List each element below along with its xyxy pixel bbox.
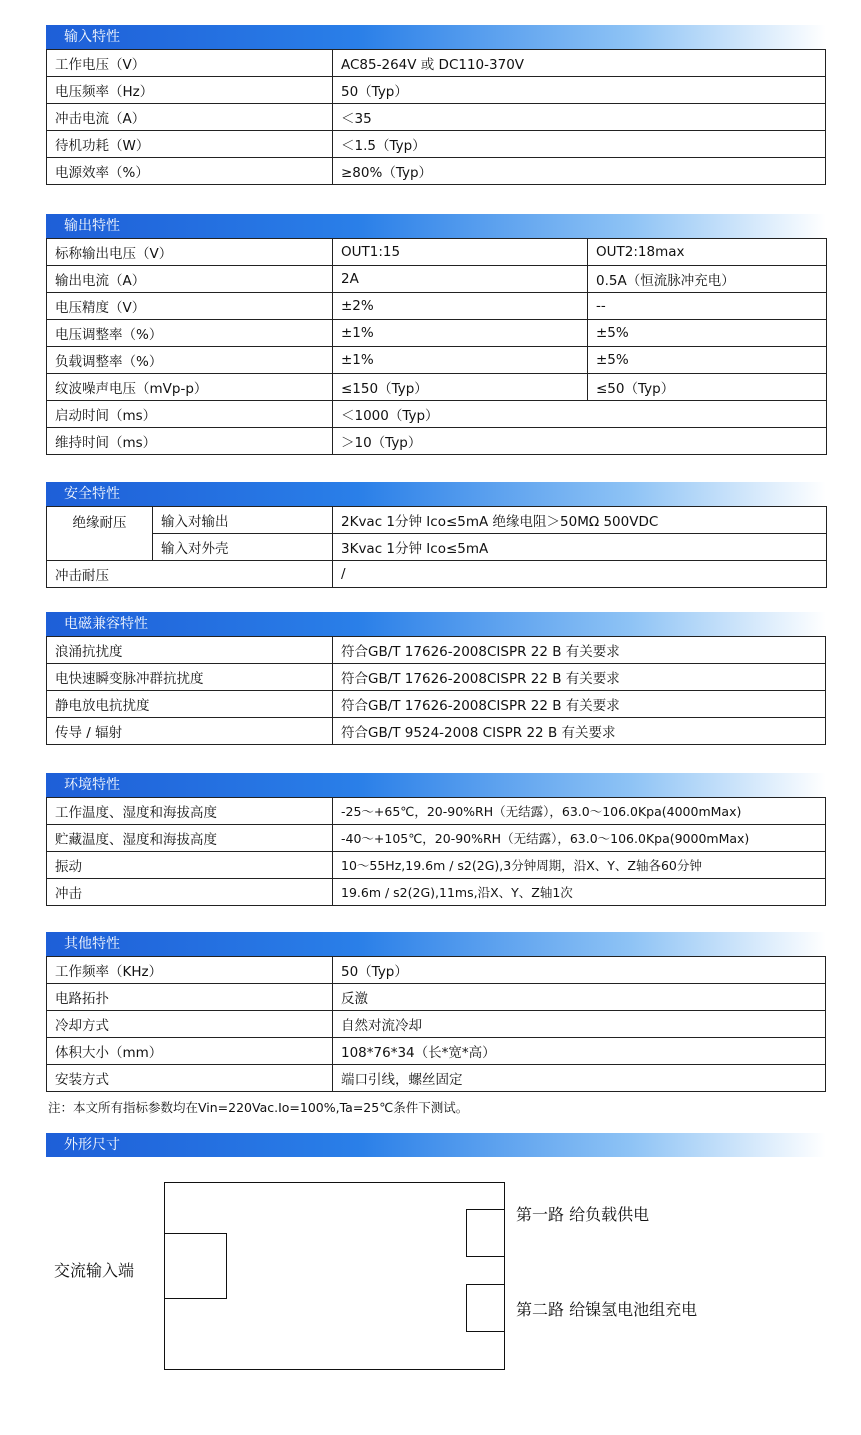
param-value: 符合GB/T 17626-2008CISPR 22 B 有关要求 (333, 637, 826, 664)
param-value: 50（Typ） (333, 957, 826, 984)
param-label: 输入对输出 (153, 507, 333, 534)
table-row (47, 293, 827, 320)
ac-input-label: 交流输入端 (54, 1261, 135, 1280)
output2-label: 第二路 给镍氢电池组充电 (516, 1300, 698, 1319)
table-row (47, 131, 826, 158)
section-header-output: 输出特性 (46, 214, 826, 238)
table-row (47, 798, 826, 825)
output-section (46, 214, 826, 455)
param-label: 纹波噪声电压（mVp-p） (47, 374, 333, 401)
environment-table (46, 797, 826, 906)
table-row (47, 104, 826, 131)
table-row (47, 374, 827, 401)
ac-input-terminal (164, 1233, 227, 1299)
section-header-dimensions: 外形尺寸 (46, 1133, 826, 1157)
param-label: 标称输出电压（V） (47, 239, 333, 266)
param-value: ＜35 (333, 104, 826, 131)
param-label: 贮藏温度、湿度和海拔高度 (47, 825, 333, 852)
param-value: 19.6m / s2(2G),11ms,沿X、Y、Z轴1次 (333, 879, 826, 906)
param-value: 108*76*34（长*宽*高） (333, 1038, 826, 1065)
environment-section (46, 773, 826, 906)
param-label: 维持时间（ms） (47, 428, 333, 455)
insulation-label: 绝缘耐压 (47, 507, 153, 561)
table-row (47, 320, 827, 347)
section-header-other: 其他特性 (46, 932, 826, 956)
param-value-out2: ≤50（Typ） (588, 374, 827, 401)
dimensions-section (46, 1133, 826, 1157)
param-value: 符合GB/T 17626-2008CISPR 22 B 有关要求 (333, 691, 826, 718)
param-label: 输出电流（A） (47, 266, 333, 293)
param-value-out1: ≤150（Typ） (333, 374, 588, 401)
param-value-out1: ±1% (333, 347, 588, 374)
emc-table (46, 636, 826, 745)
param-value: ＞10（Typ） (333, 428, 827, 455)
param-label: 体积大小（mm） (47, 1038, 333, 1065)
param-value: ＜1000（Typ） (333, 401, 827, 428)
param-label: 安装方式 (47, 1065, 333, 1092)
input-table (46, 49, 826, 185)
table-row (47, 1038, 826, 1065)
param-value: 符合GB/T 9524-2008 CISPR 22 B 有关要求 (333, 718, 826, 745)
table-row (47, 266, 827, 293)
table-row (47, 825, 826, 852)
table-row (47, 428, 827, 455)
param-label: 电快速瞬变脉冲群抗扰度 (47, 664, 333, 691)
table-row (47, 718, 826, 745)
output1-label: 第一路 给负载供电 (516, 1205, 650, 1224)
param-value-out2: ±5% (588, 347, 827, 374)
param-value: ＜1.5（Typ） (333, 131, 826, 158)
param-label: 输入对外壳 (153, 534, 333, 561)
param-value-out1: ±1% (333, 320, 588, 347)
test-conditions-note: 注：本文所有指标参数均在Vin=220Vac.Io=100%,Ta=25℃条件下测试。 (48, 1100, 469, 1115)
param-label: 电压精度（V） (47, 293, 333, 320)
safety-table (46, 506, 827, 588)
param-value-out1: ±2% (333, 293, 588, 320)
param-label: 电压频率（Hz） (47, 77, 333, 104)
param-value-out2: ±5% (588, 320, 827, 347)
table-row (47, 984, 826, 1011)
param-label: 电路拓扑 (47, 984, 333, 1011)
param-label: 冷却方式 (47, 1011, 333, 1038)
table-row (47, 1011, 826, 1038)
param-value-out1: 2A (333, 266, 588, 293)
param-value: / (333, 561, 827, 588)
outline-diagram (0, 1160, 861, 1430)
param-value: 2Kvac 1分钟 Ico≤5mA 绝缘电阻＞50MΩ 500VDC (333, 507, 827, 534)
param-value: 反激 (333, 984, 826, 1011)
section-header-input: 输入特性 (46, 25, 826, 49)
param-label: 电压调整率（%） (47, 320, 333, 347)
input-section (46, 25, 826, 185)
param-value-out2: OUT2:18max (588, 239, 827, 266)
table-row (47, 957, 826, 984)
table-row (47, 561, 827, 588)
param-label: 启动时间（ms） (47, 401, 333, 428)
param-label: 电源效率（%） (47, 158, 333, 185)
table-row (47, 77, 826, 104)
param-label: 静电放电抗扰度 (47, 691, 333, 718)
section-header-environment: 环境特性 (46, 773, 826, 797)
safety-section (46, 482, 826, 588)
table-row (47, 507, 827, 534)
section-header-emc: 电磁兼容特性 (46, 612, 826, 636)
other-section (46, 932, 826, 1092)
param-label: 冲击 (47, 879, 333, 906)
param-value-out2: 0.5A（恒流脉冲充电） (588, 266, 827, 293)
param-value-out2: -- (588, 293, 827, 320)
output-table (46, 238, 827, 455)
param-label: 待机功耗（W） (47, 131, 333, 158)
param-value: 50（Typ） (333, 77, 826, 104)
table-row (47, 534, 827, 561)
table-row (47, 347, 827, 374)
table-row (47, 852, 826, 879)
param-label: 工作温度、湿度和海拔高度 (47, 798, 333, 825)
param-value: 3Kvac 1分钟 Ico≤5mA (333, 534, 827, 561)
param-value: AC85-264V 或 DC110-370V (333, 50, 826, 77)
param-value: ≥80%（Typ） (333, 158, 826, 185)
param-value: -40～+105℃，20-90%RH（无结露），63.0～106.0Kpa(9000mMax) (333, 825, 826, 852)
table-row (47, 50, 826, 77)
table-row (47, 401, 827, 428)
param-value: 符合GB/T 17626-2008CISPR 22 B 有关要求 (333, 664, 826, 691)
table-row (47, 664, 826, 691)
other-table (46, 956, 826, 1092)
param-value: 自然对流冷却 (333, 1011, 826, 1038)
param-value: 10～55Hz,19.6m / s2(2G),3分钟周期，沿X、Y、Z轴各60分钟 (333, 852, 826, 879)
param-value-out1: OUT1:15 (333, 239, 588, 266)
table-row (47, 239, 827, 266)
param-label: 工作电压（V） (47, 50, 333, 77)
table-row (47, 691, 826, 718)
param-label: 负载调整率（%） (47, 347, 333, 374)
param-label: 浪涌抗扰度 (47, 637, 333, 664)
param-label: 传导 / 辐射 (47, 718, 333, 745)
table-row (47, 1065, 826, 1092)
table-row (47, 879, 826, 906)
output1-terminal (466, 1209, 505, 1257)
section-header-safety: 安全特性 (46, 482, 826, 506)
param-label: 工作频率（KHz） (47, 957, 333, 984)
output2-terminal (466, 1284, 505, 1332)
param-value: -25～+65℃，20-90%RH（无结露），63.0～106.0Kpa(4000mMax) (333, 798, 826, 825)
param-label: 冲击电流（A） (47, 104, 333, 131)
param-label: 冲击耐压 (47, 561, 333, 588)
emc-section (46, 612, 826, 745)
param-value: 端口引线，螺丝固定 (333, 1065, 826, 1092)
table-row (47, 158, 826, 185)
param-label: 振动 (47, 852, 333, 879)
table-row (47, 637, 826, 664)
